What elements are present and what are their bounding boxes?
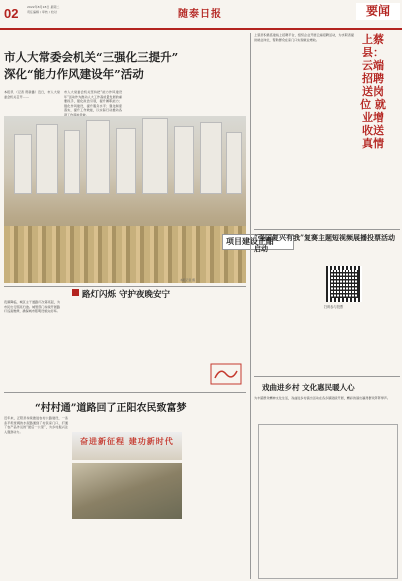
video-contest-headline: “强国复兴有我”复赛主题短视频展播投票活动启动 bbox=[254, 233, 396, 253]
lead-headline-line1: 市人大常委会机关“三强化三提升” bbox=[4, 50, 179, 64]
lead-body-col3 bbox=[126, 90, 184, 114]
building bbox=[64, 130, 80, 194]
lamp-body-col4 bbox=[188, 300, 246, 362]
header-editors: 责任编辑 / 审核 / 校对 bbox=[27, 9, 57, 14]
project-photo bbox=[4, 116, 246, 283]
road-body-col3 bbox=[186, 416, 246, 576]
notice-body bbox=[262, 428, 394, 574]
lead-body-col4 bbox=[188, 90, 246, 114]
qr-label: 扫码参与投票 bbox=[324, 305, 344, 309]
building bbox=[174, 126, 194, 194]
construction-ground bbox=[4, 226, 246, 283]
lamp-body-col3 bbox=[126, 300, 184, 362]
divider bbox=[4, 392, 246, 393]
building bbox=[226, 132, 242, 194]
building bbox=[142, 118, 168, 194]
header-date: 2022年8月18日 星期二 bbox=[27, 5, 60, 9]
opera-headline: 戏曲进乡村 文化惠民暖人心 bbox=[262, 383, 355, 392]
road-body: 近年来，正阳县持续推进农村公路建设，一条条平坦宽阔的水泥路通到了村民家门口，打通了农产品外运的“最后一公里”，为乡村振兴注入强劲动力。 bbox=[4, 416, 68, 434]
opera-body: 为丰富群众精神文化生活，戏曲进乡村演出活动在各乡镇陆续开展，精彩的演出赢得群众阵阵掌声。 bbox=[254, 396, 391, 400]
lead-body: 市人大常委会机关坚持把“能力作风建设年”活动作为推动人大工作高质量发展的重要抓手，强化政治引领，提升履职能力；强化作风建设，提升服务水平；强化制度落实，提升工作效能，以实际行动推动各项工作落地见效。 bbox=[64, 90, 122, 117]
lamp-headline: 路灯闪烁 守护夜晚安宁 bbox=[82, 290, 170, 300]
lead-byline: 本报讯 （记者 贾新鑫）近日，市人大常委会机关召开…… bbox=[4, 90, 60, 99]
right-body: 上蔡县积极搭建线上招聘平台，组织企业开展云端招聘活动，为求职者提供就业岗位，帮助群众在家门口实现就业增收。 bbox=[254, 33, 354, 42]
right-vertical-headline: 上蔡县：云端招聘送岗位 就业增收送真情 bbox=[360, 33, 386, 150]
page-header bbox=[0, 0, 402, 30]
divider bbox=[254, 376, 400, 377]
page-number: 02 bbox=[4, 6, 19, 21]
lamp-title-icon bbox=[72, 289, 79, 296]
road-headline: “村村通”道路回了正阳农民致富梦 bbox=[35, 403, 187, 414]
building bbox=[116, 128, 136, 194]
building bbox=[200, 122, 222, 194]
video-contest-body bbox=[254, 262, 322, 372]
lamp-body: 夜幕降临，城区主干道路灯次第亮起，为市民出行照亮归途。城管部门持续开展路灯巡查维修，确保城市照明设施完好率。 bbox=[4, 300, 60, 313]
lead-headline-line2: 深化“能力作风建设年”活动 bbox=[4, 67, 144, 81]
photo-credit: 本报记者 摄 bbox=[180, 278, 195, 282]
road-photo bbox=[72, 463, 182, 519]
divider bbox=[254, 229, 400, 230]
stamp-illustration bbox=[210, 363, 242, 385]
road-body-col2 bbox=[72, 522, 182, 576]
building bbox=[14, 134, 32, 194]
section-label: 要闻 bbox=[356, 3, 400, 20]
road-banner-text: 奋进新征程 建功新时代 bbox=[80, 436, 174, 446]
divider bbox=[4, 286, 246, 287]
photo-caption: 项目建设正酣 bbox=[226, 236, 274, 246]
building bbox=[36, 124, 58, 194]
qr-code-pattern bbox=[330, 270, 358, 298]
header-meta bbox=[27, 5, 107, 14]
building bbox=[86, 120, 110, 194]
column-divider bbox=[250, 33, 251, 579]
lamp-body-col2 bbox=[64, 300, 122, 362]
newspaper-logo: 随泰日报 bbox=[178, 9, 222, 20]
